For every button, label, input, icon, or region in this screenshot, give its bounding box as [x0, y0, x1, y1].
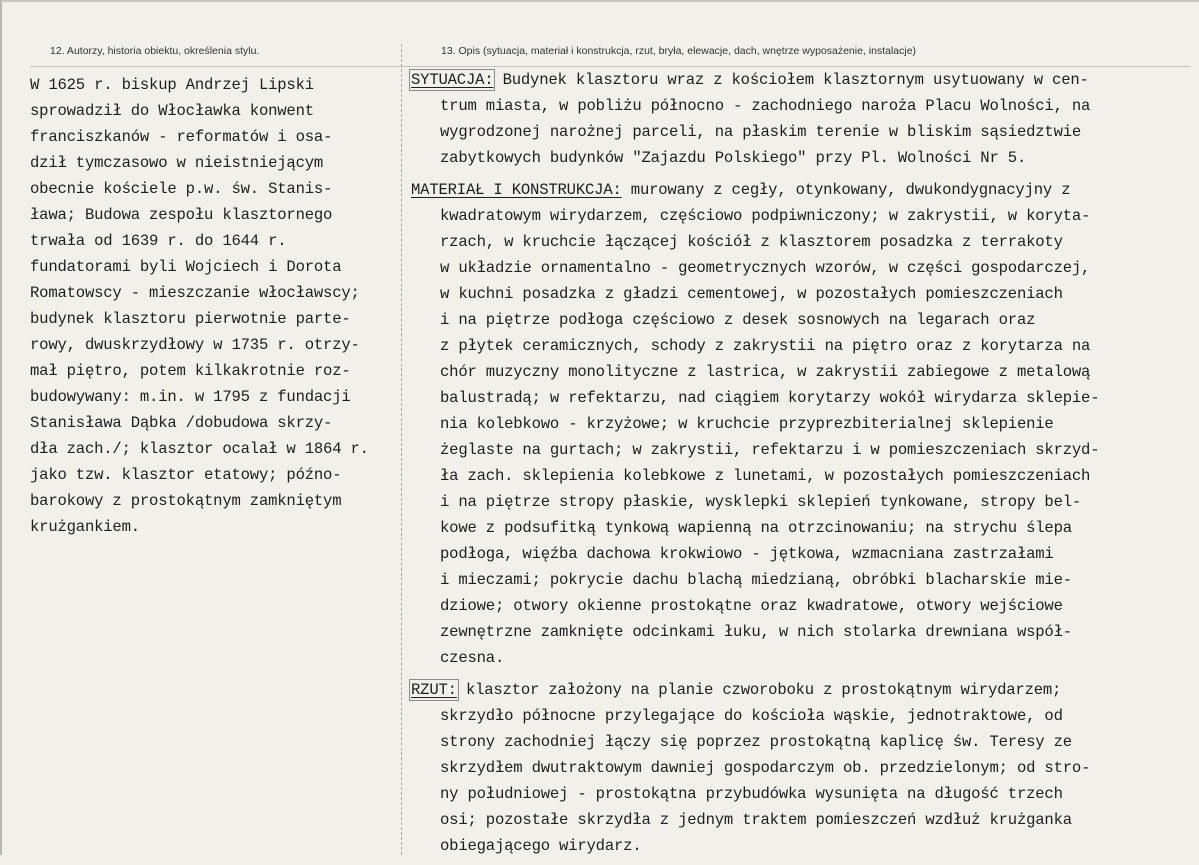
header-description: 13. Opis (sytuacja, materiał i konstrukcja, rzut, bryła, elewacje, dach, wnętrze wyposażenie, instalacje)	[441, 45, 917, 57]
description-column	[411, 67, 1181, 865]
label-sytuacja: SYTUACJA:	[411, 71, 494, 89]
section-line: i na piętrze stropy płaskie, wysklepki sklepień tynkowane, stropy bel-	[440, 493, 1082, 511]
history-line: budowywany: m.in. w 1795 z fundacji	[30, 388, 351, 406]
section-line: rzach, w kruchcie łączącej kościół z klasztorem posadzka z terrakoty	[440, 233, 1063, 251]
section-line: kowe z podsufitką tynkową wapienną na otrzcinowaniu; na strychu ślepa	[440, 519, 1072, 537]
history-line: jako tzw. klasztor etatowy; późno-	[30, 466, 342, 484]
section-line: dziowe; otwory okienne prostokątne oraz kwadratowe, otwory wejściowe	[440, 597, 1063, 615]
history-line: fundatorami byli Wojciech i Dorota	[30, 258, 342, 276]
history-line: Stanisława Dąbka /dobudowa skrzy-	[30, 414, 333, 432]
history-line: rowy, dwuskrzydłowy w 1735 r. otrzy-	[30, 336, 360, 354]
history-line: sprowadził do Włocławka konwent	[30, 102, 314, 120]
section-line: podłoga, więźba dachowa krokwiowo - jętkowa, wzmacniana zastrzałami	[440, 545, 1054, 563]
section-line: chór muzyczny monolityczne z lastrica, w zakrystii zabiegowe z metalową	[440, 363, 1091, 381]
section-line: osi; pozostałe skrzydła z jednym traktem pomieszczeń wzdłuż krużganka	[440, 811, 1072, 829]
label-material: MATERIAŁ I KONSTRUKCJA:	[411, 181, 622, 199]
section-line: skrzydło północne przylegające do kościoła wąskie, jednotraktowe, od	[440, 707, 1063, 725]
history-line: obecnie kościele p.w. św. Stanis-	[30, 180, 333, 198]
section-material	[411, 177, 1181, 671]
section-line: ny południowej - prostokątna przybudówka wysunięta na długość trzech	[440, 785, 1063, 803]
section-line: nia kolebkowo - krzyżowe; w kruchcie przyprezbiterialnej sklepienie	[440, 415, 1054, 433]
history-line: budynek klasztoru pierwotnie parte-	[30, 310, 351, 328]
section-line: zewnętrzne zamknięte odcinkami łuku, w nich stolarka drewniana współ-	[440, 623, 1072, 641]
section-text: Budynek klasztoru wraz z kościołem klasztornym usytuowany w cen-	[493, 71, 1089, 89]
section-line: w kuchni posadzka z gładzi cementowej, w pozostałych pomieszczeniach	[440, 285, 1063, 303]
history-line: franciszkanów - reformatów i osa-	[30, 128, 333, 146]
section-line: skrzydłem dwutraktowym dawniej gospodarczym ob. przedzielonym; od stro-	[440, 759, 1091, 777]
section-line: strony zachodniej łączy się poprzez prostokątną kaplicę św. Teresy ze	[440, 733, 1072, 751]
section-line: i mieczami; pokrycie dachu blachą miedzianą, obróbki blacharskie mie-	[440, 571, 1072, 589]
section-line: i na piętrze podłoga częściowo z desek sosnowych na legarach oraz	[440, 311, 1036, 329]
history-line: dła zach./; klasztor ocalał w 1864 r.	[30, 440, 369, 458]
section-first-line	[411, 177, 1181, 203]
history-line: ława; Budowa zespołu klasztornego	[30, 206, 333, 224]
section-line: czesna.	[440, 649, 505, 667]
label-rzut: RZUT:	[411, 681, 457, 699]
history-column	[30, 72, 395, 540]
section-first-line	[411, 67, 1181, 93]
column-divider	[401, 44, 402, 855]
history-line: barokowy z prostokątnym zamkniętym	[30, 492, 342, 510]
section-rzut	[411, 677, 1181, 859]
section-text: klasztor założony na planie czworoboku z prostokątnym wirydarzem;	[456, 681, 1062, 699]
section-text: murowany z cegły, otynkowany, dwukondygnacyjny z	[621, 181, 1071, 199]
header-history: 12. Autorzy, historia obiektu, określenia stylu.	[50, 45, 260, 57]
section-sytuacja	[411, 67, 1181, 171]
section-line: zabytkowych budynków "Zajazdu Polskiego" przy Pl. Wolności Nr 5.	[440, 149, 1027, 167]
section-line: wygrodzonej narożnej parceli, na płaskim terenie w bliskim sąsiedztwie	[440, 123, 1082, 141]
history-line: trwała od 1639 r. do 1644 r.	[30, 232, 287, 250]
section-line: ła zach. sklepienia kolebkowe z lunetami, w pozostałych pomieszczeniach	[440, 467, 1091, 485]
history-line: Romatowscy - mieszczanie włocławscy;	[30, 284, 360, 302]
section-line: kwadratowym wirydarzem, częściowo podpiwniczony; w zakrystii, w koryta-	[440, 207, 1091, 225]
section-line: balustradą; w refektarzu, nad ciągiem korytarzy wokół wirydarza sklepie-	[440, 389, 1100, 407]
history-line: dził tymczasowo w nieistniejącym	[30, 154, 324, 172]
history-line: krużgankiem.	[30, 518, 140, 536]
section-line: trum miasta, w pobliżu północno - zachodniego naroża Placu Wolności, na	[440, 97, 1091, 115]
section-line: żeglaste na gurtach; w zakrystii, refektarzu i w pomieszczeniach skrzyd-	[440, 441, 1100, 459]
section-first-line	[411, 677, 1181, 703]
history-line: mał piętro, potem kilkakrotnie roz-	[30, 362, 351, 380]
section-line: z płytek ceramicznych, schody z zakrystii na piętro oraz z korytarza na	[440, 337, 1091, 355]
section-line: obiegającego wirydarz.	[440, 837, 642, 855]
history-line: W 1625 r. biskup Andrzej Lipski	[30, 76, 314, 94]
section-line: w układzie ornamentalno - geometrycznych wzorów, w części gospodarczej,	[440, 259, 1091, 277]
